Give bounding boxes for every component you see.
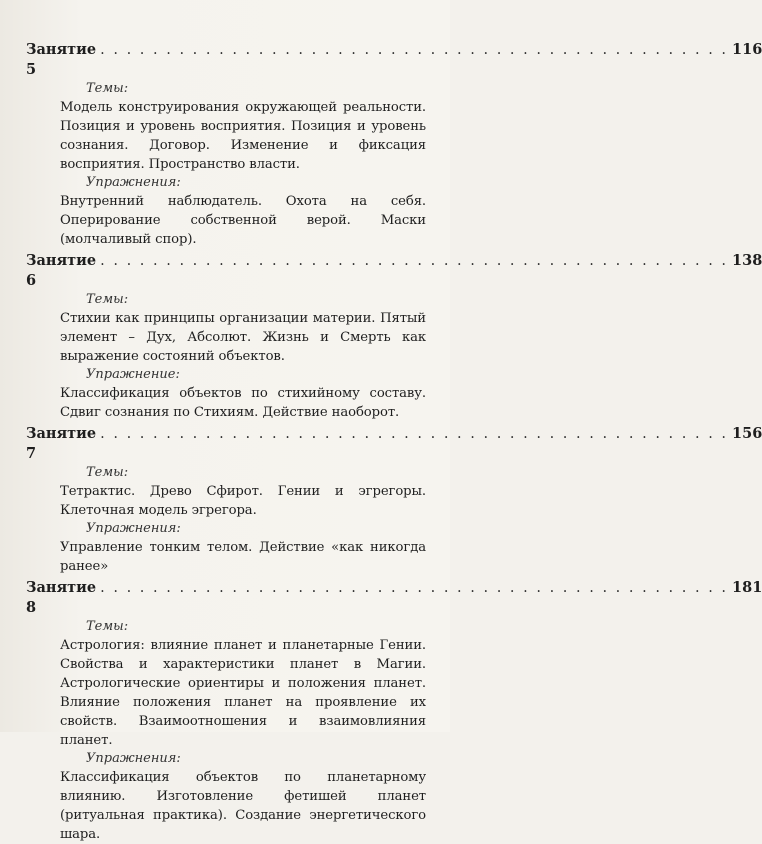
section-label: Темы:	[86, 292, 129, 307]
lesson-title: Занятие 8	[26, 579, 97, 616]
lesson-heading	[26, 40, 762, 80]
lesson-heading	[26, 578, 762, 618]
leader-dots: . . . . . . . . . . . . . . . . . . . . . . . . . . . . . . . . . . . . . . . . . . . . . . . .	[100, 580, 729, 596]
exercises-section	[26, 366, 426, 422]
section-text	[60, 98, 426, 174]
exercises-section	[26, 174, 426, 249]
section-text	[60, 636, 426, 750]
paragraph: Классификация объектов по стихийному составу. Сдвиг сознания по Стихиям. Действие наоборот.	[60, 386, 426, 420]
paragraph: Стихии как принципы организации материи. Пятый элемент – Дух, Абсолют. Жизнь и Смерть как выражение состояний объектов.	[60, 311, 426, 364]
lesson-6	[26, 251, 762, 422]
leader-dots: . . . . . . . . . . . . . . . . . . . . . . . . . . . . . . . . . . . . . . . . . . . . . . . .	[100, 426, 729, 442]
lesson-7	[26, 424, 762, 576]
paragraph: Классификация объектов по планетарному влиянию. Изготовление фетишей планет (ритуальная практика). Создание энергетического шара.	[60, 770, 426, 842]
topics-section	[26, 80, 426, 174]
paragraph: Внутренний наблюдатель. Охота на себя. Оперирование собственной верой. Маски (молчаливый спор).	[60, 194, 426, 247]
lesson-heading	[26, 251, 762, 291]
paragraph: Астрология: влияние планет и планетарные Гении. Свойства и характеристики планет в Магии. Астрологические ориентиры и положения планет. Влияние положения планет на проявление их свойств. Взаимоотношения и взаимовлияния планет.	[60, 638, 426, 748]
topics-section	[26, 618, 426, 750]
exercises-section	[26, 520, 426, 576]
section-label: Темы:	[86, 81, 129, 96]
lesson-page-number: 116	[732, 41, 762, 58]
lesson-8	[26, 578, 762, 844]
lesson-title: Занятие 5	[26, 41, 97, 78]
lesson-title: Занятие 7	[26, 425, 97, 462]
section-label: Упражнение:	[86, 367, 180, 382]
section-text	[60, 192, 426, 249]
lesson-5	[26, 40, 762, 249]
section-text	[60, 538, 426, 576]
lesson-heading	[26, 424, 762, 464]
section-text	[60, 309, 426, 366]
section-label: Упражнения:	[86, 521, 181, 536]
paragraph: Тетрактис. Древо Сфирот. Гении и эгрегоры. Клеточная модель эгрегора.	[60, 484, 426, 518]
lesson-page-number: 138	[732, 252, 762, 269]
section-text	[60, 384, 426, 422]
lesson-title: Занятие 6	[26, 252, 97, 289]
lesson-page-number: 181	[732, 579, 762, 596]
leader-dots: . . . . . . . . . . . . . . . . . . . . . . . . . . . . . . . . . . . . . . . . . . . . . . . .	[100, 42, 729, 58]
topics-section	[26, 464, 426, 520]
section-label: Упражнения:	[86, 175, 181, 190]
section-label: Темы:	[86, 465, 129, 480]
leader-dots: . . . . . . . . . . . . . . . . . . . . . . . . . . . . . . . . . . . . . . . . . . . . . . . .	[100, 253, 729, 269]
section-text	[60, 482, 426, 520]
exercises-section	[26, 750, 426, 844]
paragraph: Модель конструирования окружающей реальности. Позиция и уровень восприятия. Позиция и уровень сознания. Договор. Изменение и фиксация восприятия. Пространство власти.	[60, 100, 426, 172]
lesson-page-number: 156	[732, 425, 762, 442]
section-text	[60, 768, 426, 844]
paragraph: Управление тонким телом. Действие «как никогда ранее»	[60, 540, 426, 574]
section-label: Упражнения:	[86, 751, 181, 766]
topics-section	[26, 291, 426, 366]
section-label: Темы:	[86, 619, 129, 634]
